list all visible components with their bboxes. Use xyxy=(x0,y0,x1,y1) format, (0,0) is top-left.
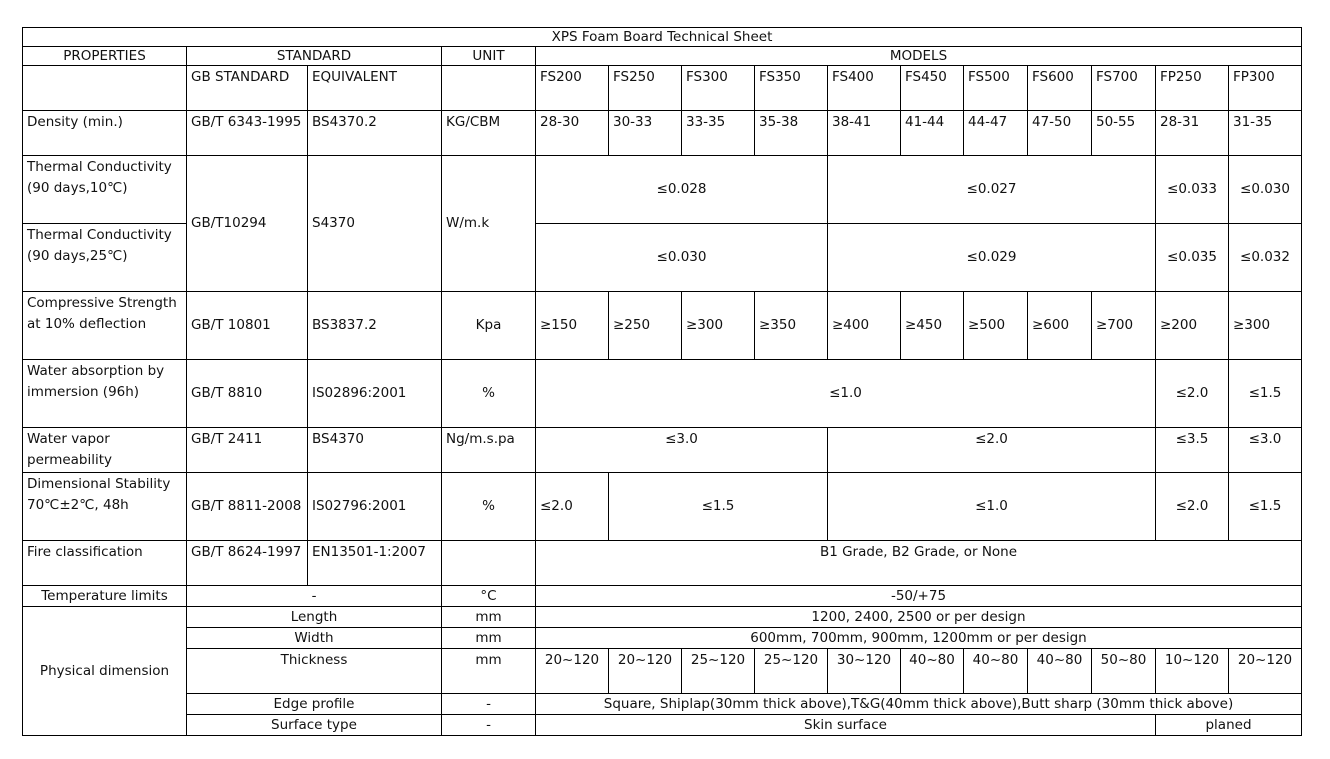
compressive-value: ≥500 xyxy=(964,292,1028,360)
thermal-25-value: ≤0.029 xyxy=(828,224,1156,292)
temperature-value: -50/+75 xyxy=(536,586,1302,607)
model-header: FS450 xyxy=(901,66,964,111)
model-header: FP250 xyxy=(1156,66,1229,111)
compressive-value: ≥150 xyxy=(536,292,609,360)
model-header: FS350 xyxy=(755,66,828,111)
thickness-value: 20~120 xyxy=(609,649,682,694)
density-value: 50-55 xyxy=(1092,111,1156,156)
model-header: FS200 xyxy=(536,66,609,111)
thickness-value: 20~120 xyxy=(1229,649,1302,694)
sheet-title: XPS Foam Board Technical Sheet xyxy=(23,28,1302,47)
edge-profile-unit: - xyxy=(442,694,536,715)
compressive-value: ≥350 xyxy=(755,292,828,360)
dimensional-value: ≤2.0 xyxy=(1156,473,1229,541)
thickness-value: 40~80 xyxy=(1028,649,1092,694)
compressive-label: Compressive Strength at 10% deflection xyxy=(23,292,187,360)
thickness-value: 40~80 xyxy=(964,649,1028,694)
density-value: 33-35 xyxy=(682,111,755,156)
compressive-value: ≥600 xyxy=(1028,292,1092,360)
density-value: 38-41 xyxy=(828,111,901,156)
fire-label: Fire classification xyxy=(23,541,187,586)
edge-profile-label: Edge profile xyxy=(187,694,442,715)
water-vapor-label: Water vapor permeability xyxy=(23,428,187,473)
density-value: 28-30 xyxy=(536,111,609,156)
model-header: FS700 xyxy=(1092,66,1156,111)
thermal-25-value: ≤0.032 xyxy=(1229,224,1302,292)
density-value: 31-35 xyxy=(1229,111,1302,156)
surface-type-label: Surface type xyxy=(187,715,442,736)
temperature-standard: - xyxy=(187,586,442,607)
thermal-25-label: Thermal Conductivity (90 days,25℃) xyxy=(23,224,187,292)
water-vapor-value: ≤3.0 xyxy=(1229,428,1302,473)
thermal-25-value: ≤0.030 xyxy=(536,224,828,292)
density-value: 35-38 xyxy=(755,111,828,156)
water-absorption-equivalent: IS02896:2001 xyxy=(308,360,442,428)
compressive-value: ≥400 xyxy=(828,292,901,360)
surface-type-unit: - xyxy=(442,715,536,736)
thickness-value: 25~120 xyxy=(682,649,755,694)
density-value: 47-50 xyxy=(1028,111,1092,156)
density-value: 28-31 xyxy=(1156,111,1229,156)
thermal-10-value: ≤0.028 xyxy=(536,156,828,224)
water-vapor-gb: GB/T 2411 xyxy=(187,428,308,473)
compressive-value: ≥200 xyxy=(1156,292,1229,360)
water-absorption-label: Water absorption by immersion (96h) xyxy=(23,360,187,428)
empty-cell xyxy=(442,66,536,111)
compressive-value: ≥300 xyxy=(1229,292,1302,360)
thermal-gb: GB/T10294 xyxy=(187,156,308,292)
fire-value: B1 Grade, B2 Grade, or None xyxy=(536,541,1302,586)
standard-header: STANDARD xyxy=(187,47,442,66)
length-label: Length xyxy=(187,607,442,628)
physical-dimension-label: Physical dimension xyxy=(23,607,187,736)
width-label: Width xyxy=(187,628,442,649)
length-unit: mm xyxy=(442,607,536,628)
surface-type-value: planed xyxy=(1156,715,1302,736)
empty-cell xyxy=(23,66,187,111)
model-header: FS400 xyxy=(828,66,901,111)
width-unit: mm xyxy=(442,628,536,649)
density-label: Density (min.) xyxy=(23,111,187,156)
water-absorption-unit: % xyxy=(442,360,536,428)
water-vapor-equivalent: BS4370 xyxy=(308,428,442,473)
model-header: FS300 xyxy=(682,66,755,111)
model-header: FS500 xyxy=(964,66,1028,111)
thickness-value: 30~120 xyxy=(828,649,901,694)
thickness-value: 20~120 xyxy=(536,649,609,694)
edge-profile-value: Square, Shiplap(30mm thick above),T&G(40mm thick above),Butt sharp (30mm thick above) xyxy=(536,694,1302,715)
empty-cell xyxy=(442,541,536,586)
thermal-10-label: Thermal Conductivity (90 days,10℃) xyxy=(23,156,187,224)
fire-equivalent: EN13501-1:2007 xyxy=(308,541,442,586)
compressive-value: ≥700 xyxy=(1092,292,1156,360)
thermal-25-value: ≤0.035 xyxy=(1156,224,1229,292)
water-absorption-value: ≤1.5 xyxy=(1229,360,1302,428)
thickness-value: 40~80 xyxy=(901,649,964,694)
technical-sheet-table xyxy=(22,27,1302,736)
compressive-value: ≥450 xyxy=(901,292,964,360)
thermal-unit: W/m.k xyxy=(442,156,536,292)
thickness-unit: mm xyxy=(442,649,536,694)
water-vapor-unit: Ng/m.s.pa xyxy=(442,428,536,473)
thermal-10-value: ≤0.033 xyxy=(1156,156,1229,224)
thickness-value: 25~120 xyxy=(755,649,828,694)
thickness-value: 10~120 xyxy=(1156,649,1229,694)
density-value: 44-47 xyxy=(964,111,1028,156)
temperature-unit: °C xyxy=(442,586,536,607)
temperature-label: Temperature limits xyxy=(23,586,187,607)
density-gb: GB/T 6343-1995 xyxy=(187,111,308,156)
unit-header: UNIT xyxy=(442,47,536,66)
length-value: 1200, 2400, 2500 or per design xyxy=(536,607,1302,628)
water-vapor-value: ≤3.0 xyxy=(536,428,828,473)
dimensional-value: ≤1.5 xyxy=(1229,473,1302,541)
thermal-10-value: ≤0.027 xyxy=(828,156,1156,224)
dimensional-unit: % xyxy=(442,473,536,541)
density-unit: KG/CBM xyxy=(442,111,536,156)
water-vapor-value: ≤2.0 xyxy=(828,428,1156,473)
dimensional-value: ≤1.5 xyxy=(609,473,828,541)
thermal-equivalent: S4370 xyxy=(308,156,442,292)
gb-standard-header: GB STANDARD xyxy=(187,66,308,111)
dimensional-label: Dimensional Stability 70℃±2℃, 48h xyxy=(23,473,187,541)
thickness-label: Thickness xyxy=(187,649,442,694)
compressive-gb: GB/T 10801 xyxy=(187,292,308,360)
surface-type-value: Skin surface xyxy=(536,715,1156,736)
density-equivalent: BS4370.2 xyxy=(308,111,442,156)
density-value: 41-44 xyxy=(901,111,964,156)
dimensional-value: ≤1.0 xyxy=(828,473,1156,541)
thickness-value: 50~80 xyxy=(1092,649,1156,694)
properties-header: PROPERTIES xyxy=(23,47,187,66)
dimensional-gb: GB/T 8811-2008 xyxy=(187,473,308,541)
water-absorption-value: ≤1.0 xyxy=(536,360,1156,428)
compressive-value: ≥250 xyxy=(609,292,682,360)
water-absorption-value: ≤2.0 xyxy=(1156,360,1229,428)
model-header: FP300 xyxy=(1229,66,1302,111)
dimensional-equivalent: IS02796:2001 xyxy=(308,473,442,541)
models-header: MODELS xyxy=(536,47,1302,66)
fire-gb: GB/T 8624-1997 xyxy=(187,541,308,586)
compressive-value: ≥300 xyxy=(682,292,755,360)
thermal-10-value: ≤0.030 xyxy=(1229,156,1302,224)
compressive-unit: Kpa xyxy=(442,292,536,360)
compressive-equivalent: BS3837.2 xyxy=(308,292,442,360)
water-vapor-value: ≤3.5 xyxy=(1156,428,1229,473)
model-header: FS250 xyxy=(609,66,682,111)
density-value: 30-33 xyxy=(609,111,682,156)
water-absorption-gb: GB/T 8810 xyxy=(187,360,308,428)
dimensional-value: ≤2.0 xyxy=(536,473,609,541)
equivalent-header: EQUIVALENT xyxy=(308,66,442,111)
model-header: FS600 xyxy=(1028,66,1092,111)
width-value: 600mm, 700mm, 900mm, 1200mm or per design xyxy=(536,628,1302,649)
